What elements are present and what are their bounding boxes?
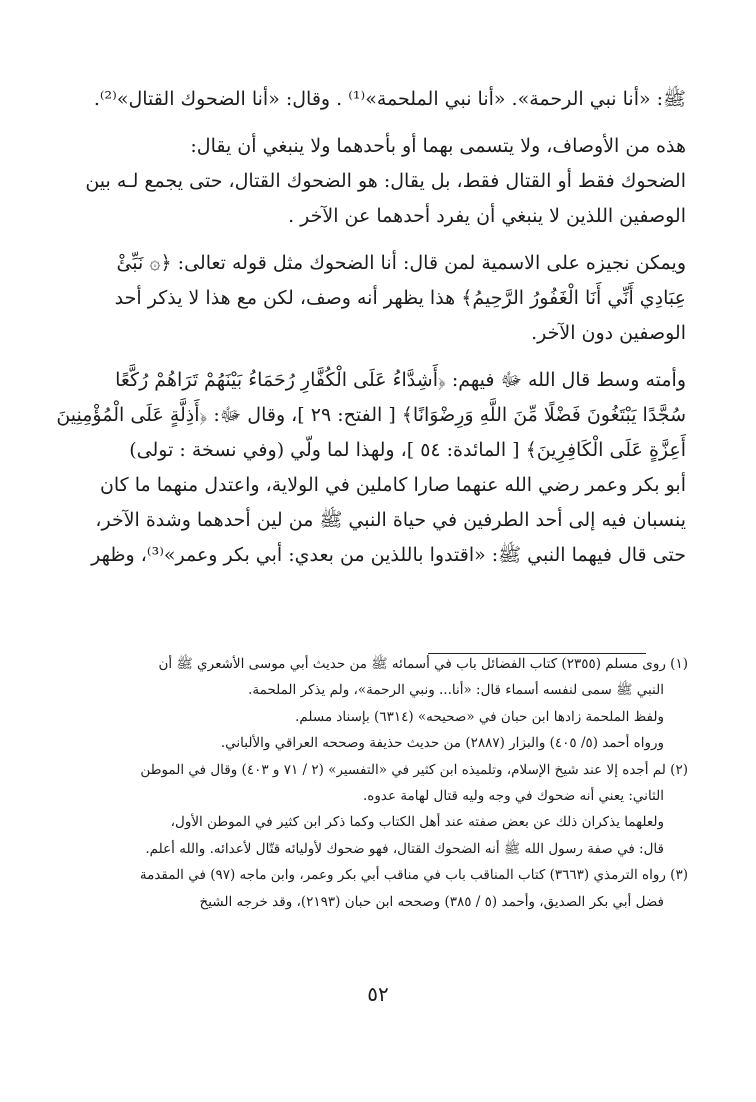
footnote-line: فضل أبي بكر الصديق، وأحمد (٥ / ٣٨٥) وصححه ابن حبان (٢١٩٣)، وقد خرجه الشيخ xyxy=(199,893,664,910)
text-line: الوصفين دون الآخر. xyxy=(531,322,686,344)
paragraph-gap xyxy=(100,117,686,129)
text-line: حتى قال فيهما النبي ﷺ: «اقتدوا باللذين من بعدي: أبي بكر وعمر»⁽³⁾، وظهر xyxy=(91,544,686,566)
footnote-line: ولفظ الملحمة زادها ابن حبان في «صحيحه» (٦٣١٤) بإسناد مسلم. xyxy=(295,708,664,725)
footnote-line: (٣) رواه الترمذي (٣٦٦٣) كتاب المناقب باب في مناقب أبي بكر وعمر، وابن ماجه (٩٧) في المقدمة xyxy=(139,867,688,884)
text-line: أَعِزَّةٍ عَلَى الْكَافِرِينَ﴾ [ المائدة: ٥٤ ]، ولهذا لما ولّي (وفي نسخة : تولى) xyxy=(129,439,686,461)
text-line: وأمته وسط قال الله ﷻ فيهم: ﴿أَشِدَّاءُ عَلَى الْكُفَّارِ رُحَمَاءُ بَيْنَهُمْ تَرَاهُمْ رُكَّعًا xyxy=(115,369,686,391)
footnote-line: (٢) لم أجده إلا عند شيخ الإسلام، وتلميذه ابن كثير في «التفسير» (٢ / ٧١ و ٤٠٣) وقال في الموطن xyxy=(140,761,688,778)
paragraph-gap xyxy=(100,234,686,246)
footnote-line: الثاني: يعني أنه ضحوك في وجه وليه قتال لهامة عدوه. xyxy=(363,787,664,804)
text-line: الضحوك فقط أو القتال فقط، بل يقال: هو الضحوك القتال، حتى يجمع لـه بين xyxy=(85,170,686,192)
text-line: عِبَادِي أَنِّي أَنَا الْغَفُورُ الرَّحِيمُ﴾ هذا يظهر أنه وصف، لكن مع هذا لا يذكر أحد xyxy=(114,287,686,309)
text-line: هذه من الأوصاف، ولا يتسمى بهما أو بأحدهما ولا ينبغي أن يقال: xyxy=(190,135,686,157)
text-line: ويمكن نجيزه على الاسمية لمن قال: أنا الضحوك مثل قوله تعالى: ﴿۞ نَبِّئْ xyxy=(116,252,686,274)
footnote-line: النبي ﷺ سمى لنفسه أسماء قال: «أنا... ونبي الرحمة»، ولم يذكر الملحمة. xyxy=(248,682,664,699)
footnote-line: ورواه أحمد (٥/ ٤٠٥) والبزار (٢٨٨٧) من حديث حذيفة وصححه العراقي والألباني. xyxy=(220,735,664,752)
page-number: ٥٢ xyxy=(367,982,389,1006)
text-line: أبو بكر وعمر رضي الله عنهما صارا كاملين في الولاية، واعتدل منهما ما كان xyxy=(99,474,686,496)
footnote-line: (١) روى مسلم (٢٣٥٥) كتاب الفضائل باب في أسمائه ﷺ من حديث أبي موسى الأشعري ﷺ أن xyxy=(158,656,688,672)
footnote-line: قال: في صفة رسول الله ﷺ أنه الضحوك القتال، فهو ضحوك لأوليائه قتّال لأعدائه. والله أعلم. xyxy=(145,840,664,857)
paragraph-gap xyxy=(100,351,686,363)
text-line: ينسبان فيه إلى أحد الطرفين في حياة النبي ﷺ من لين أحدهما وشدة الآخر، xyxy=(95,509,686,531)
main-text xyxy=(56,82,686,573)
text-line: سُجَّدًا يَبْتَغُونَ فَضْلًا مِّنَ اللَّهِ وَرِضْوَانًا﴾ [ الفتح: ٢٩ ]، وقال ﷻ: ﴿أَذِلَّةٍ عَلَى الْمُؤْمِنِينَ xyxy=(56,404,686,426)
footnote-line: ولعلهما يذكران ذلك عن بعض صفته عند أهل الكتاب وكما ذكر ابن كثير في الموطن الأول، xyxy=(170,814,664,831)
text-line: ﷺ: «أنا نبي الرحمة». «أنا نبي الملحمة»⁽¹⁾ . وقال: «أنا الضحوك القتال»⁽²⁾. xyxy=(93,88,686,110)
footnotes xyxy=(98,651,688,915)
text-line: الوصفين اللذين لا ينبغي أن يفرد أحدهما عن الآخر . xyxy=(288,205,686,227)
